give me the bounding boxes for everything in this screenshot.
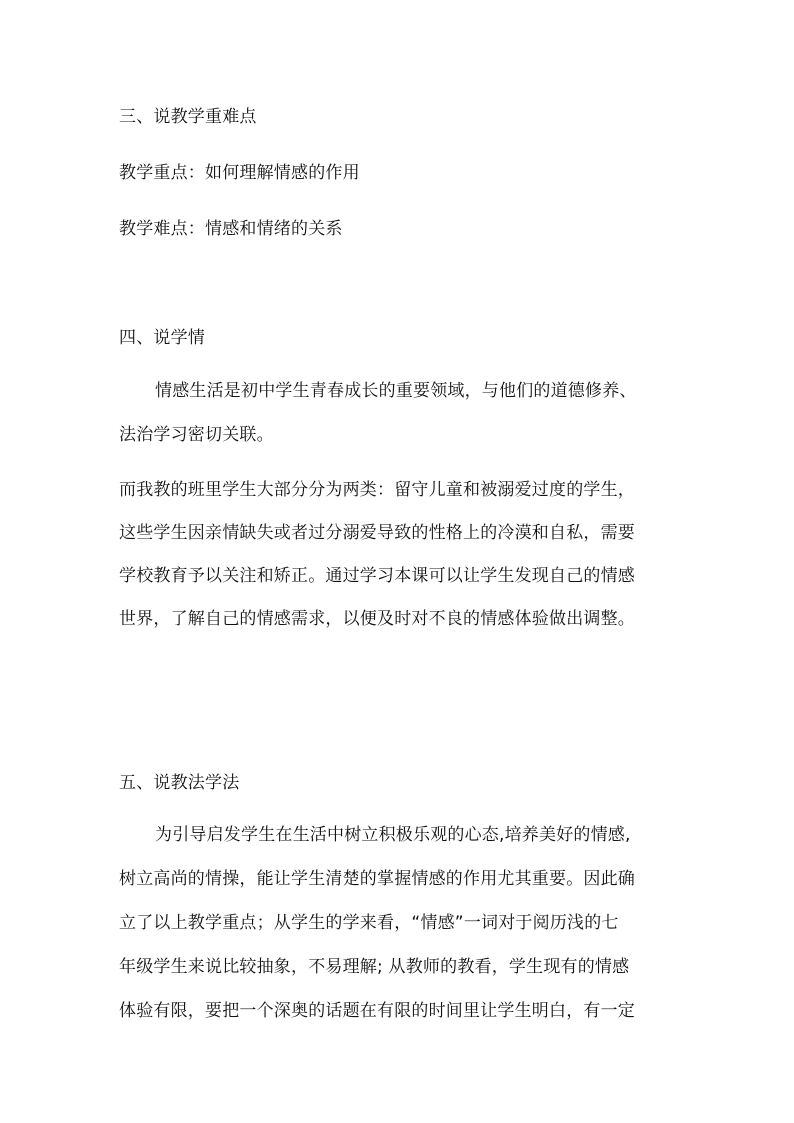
s4-para2-line1: 而我教的班里学生大部分分为两类：留守儿童和被溺爱过度的学生， bbox=[119, 480, 635, 500]
section-4-heading: 四、说学情 bbox=[119, 328, 205, 348]
s5-para1-line2: 树立高尚的情操，能让学生清楚的掌握情感的作用尤其重要。因此确 bbox=[119, 869, 635, 889]
s4-para2-line3: 学校教育予以关注和矫正。通过学习本课可以让学生发现自己的情感 bbox=[119, 566, 635, 586]
teaching-focus: 教学重点：如何理解情感的作用 bbox=[119, 163, 360, 183]
s5-para1-line4: 年级学生来说比较抽象，不易理解; 从教师的教看，学生现有的情感 bbox=[119, 957, 630, 977]
s5-para1-line3: 立了以上教学重点；从学生的学来看，“情感”一词对于阅历浅的七 bbox=[119, 913, 619, 933]
s4-para1-line1: 情感生活是初中学生青春成长的重要领域，与他们的道德修养、 bbox=[155, 381, 637, 401]
section-3-heading: 三、说教学重难点 bbox=[119, 107, 257, 127]
teaching-difficulty: 教学难点：情感和情绪的关系 bbox=[119, 219, 343, 239]
s5-para1-line1: 为引导启发学生在生活中树立积极乐观的心态,培养美好的情感, bbox=[155, 825, 631, 845]
s4-para1-line2: 法治学习密切关联。 bbox=[119, 425, 274, 445]
s4-para2-line4: 世界，了解自己的情感需求，以便及时对不良的情感体验做出调整。 bbox=[119, 609, 635, 629]
s4-para2-line2: 这些学生因亲情缺失或者过分溺爱导致的性格上的冷漠和自私，需要 bbox=[119, 523, 635, 543]
section-5-heading: 五、说教法学法 bbox=[119, 773, 240, 793]
s5-para1-line5: 体验有限，要把一个深奥的话题在有限的时间里让学生明白，有一定 bbox=[119, 1001, 635, 1021]
